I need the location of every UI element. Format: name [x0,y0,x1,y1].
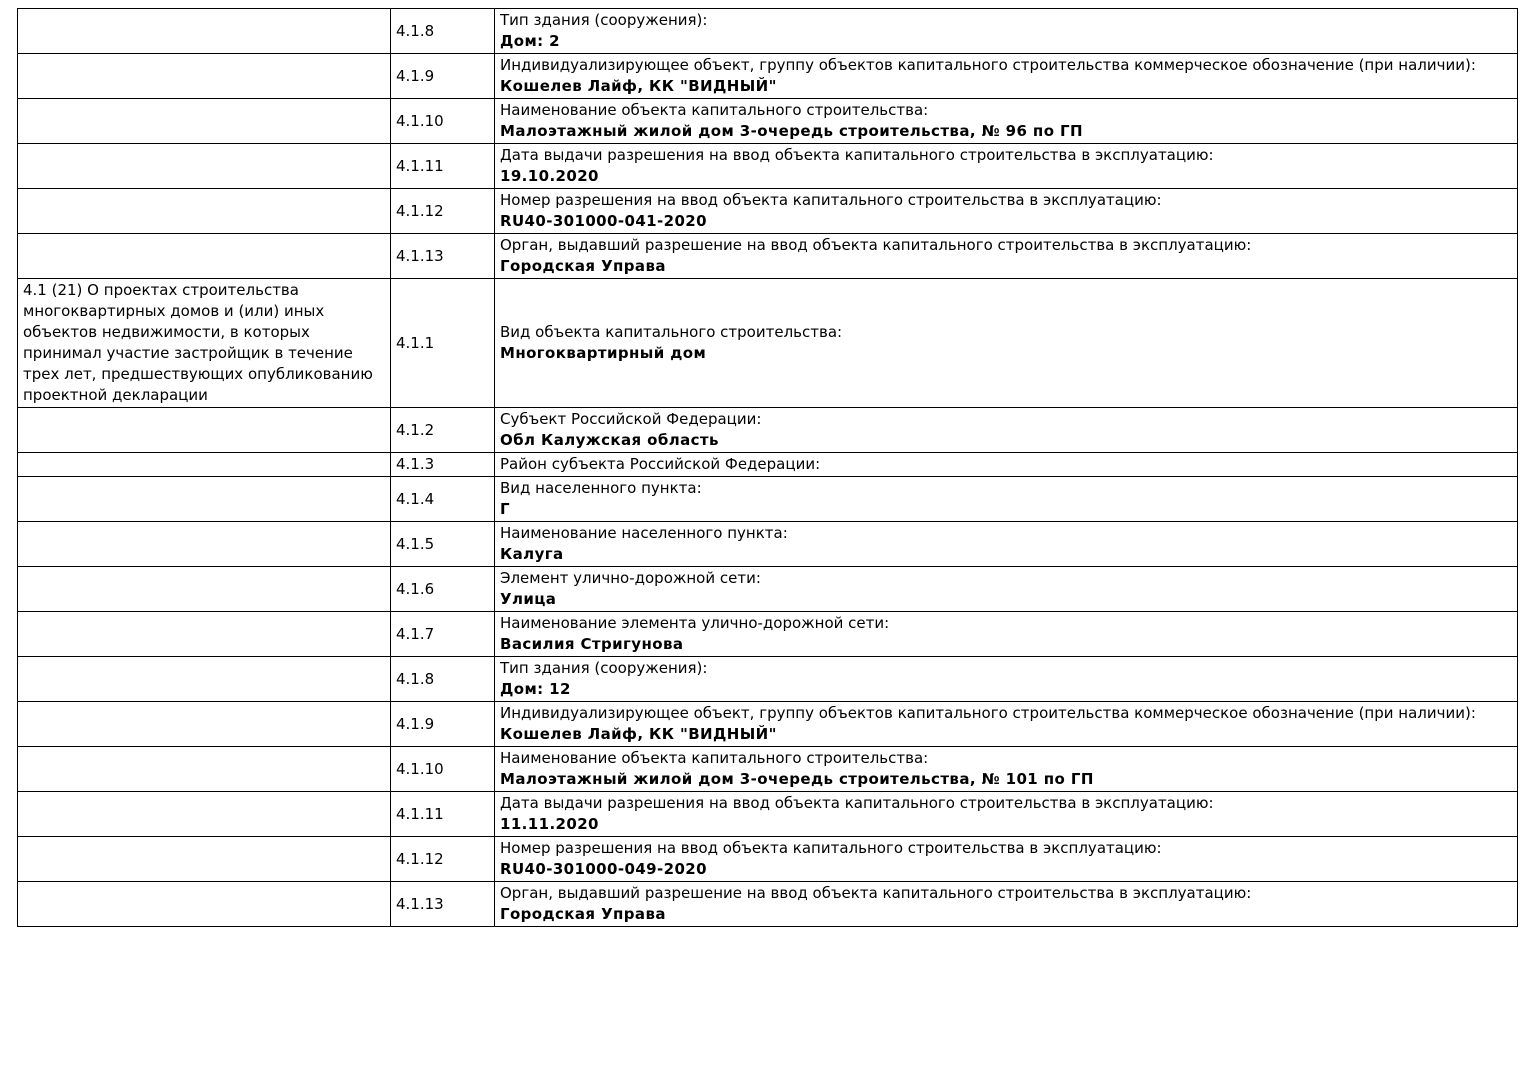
row-value: Многоквартирный дом [500,344,707,362]
row-code: 4.1.10 [396,111,444,130]
row-code: 4.1.7 [396,624,435,643]
row-code-cell [391,54,495,99]
row-code: 4.1.13 [396,894,444,913]
row-label: Субъект Российской Федерации: [500,410,762,428]
row-label: Вид населенного пункта: [500,479,702,497]
row-code-cell [391,279,495,408]
row-content-cell [495,567,1518,612]
row-code-cell [391,189,495,234]
row-code-cell [391,657,495,702]
row-label: Индивидуализирующее объект, группу объектов капитального строительства коммерческое обозначение (при наличии): [500,56,1476,74]
section-cell [18,9,391,54]
row-code-cell [391,792,495,837]
row-value: Улица [500,590,557,608]
row-value: 19.10.2020 [500,167,599,185]
section-cell [18,477,391,522]
table-row [18,477,1518,522]
row-label: Вид объекта капитального строительства: [500,323,843,341]
row-label: Район субъекта Российской Федерации: [500,455,821,473]
table-row [18,522,1518,567]
table-row [18,612,1518,657]
table-row [18,144,1518,189]
row-content-cell [495,99,1518,144]
row-code-cell [391,477,495,522]
row-code: 4.1.4 [396,489,435,508]
row-code: 4.1.11 [396,804,444,823]
row-content-cell [495,747,1518,792]
row-code: 4.1.5 [396,534,435,553]
row-label: Номер разрешения на ввод объекта капитального строительства в эксплуатацию: [500,839,1162,857]
row-label: Дата выдачи разрешения на ввод объекта капитального строительства в эксплуатацию: [500,794,1214,812]
row-code-cell [391,234,495,279]
row-value: Городская Управа [500,905,666,923]
row-content-cell [495,657,1518,702]
declaration-table-body [18,9,1518,927]
section-cell [18,792,391,837]
row-content-cell [495,234,1518,279]
table-row [18,99,1518,144]
row-code: 4.1.13 [396,246,444,265]
row-content-cell [495,522,1518,567]
section-cell [18,408,391,453]
row-content-cell [495,453,1518,477]
row-code-cell [391,567,495,612]
row-label: Индивидуализирующее объект, группу объектов капитального строительства коммерческое обозначение (при наличии): [500,704,1476,722]
section-cell [18,522,391,567]
row-code: 4.1.9 [396,714,435,733]
row-code: 4.1.8 [396,21,435,40]
row-content-cell [495,279,1518,408]
row-code: 4.1.3 [396,455,435,473]
row-value: Василия Стригунова [500,635,684,653]
row-value: Обл Калужская область [500,431,719,449]
row-code-cell [391,702,495,747]
row-label: Орган, выдавший разрешение на ввод объекта капитального строительства в эксплуатацию: [500,236,1252,254]
row-value: Городская Управа [500,257,666,275]
table-row [18,567,1518,612]
row-code: 4.1.1 [396,333,435,352]
row-code-cell [391,9,495,54]
table-row [18,837,1518,882]
row-value: Кошелев Лайф, КК "ВИДНЫЙ" [500,77,777,95]
row-code: 4.1.10 [396,759,444,778]
row-code-cell [391,882,495,927]
table-row [18,747,1518,792]
row-label: Наименование элемента улично-дорожной сети: [500,614,890,632]
section-cell [18,144,391,189]
section-cell [18,234,391,279]
table-row [18,453,1518,477]
row-label: Наименование населенного пункта: [500,524,788,542]
table-row [18,792,1518,837]
row-label: Наименование объекта капитального строительства: [500,749,929,767]
section-cell [18,657,391,702]
row-code-cell [391,522,495,567]
row-label: Тип здания (сооружения): [500,11,708,29]
row-content-cell [495,144,1518,189]
row-value: RU40-301000-041-2020 [500,212,707,230]
row-content-cell [495,9,1518,54]
row-value: Г [500,500,510,518]
table-row [18,189,1518,234]
row-content-cell [495,54,1518,99]
row-value: Калуга [500,545,564,563]
row-code-cell [391,747,495,792]
row-code: 4.1.2 [396,420,435,439]
row-code: 4.1.11 [396,156,444,175]
row-content-cell [495,702,1518,747]
section-cell [18,567,391,612]
row-code-cell [391,408,495,453]
row-label: Номер разрешения на ввод объекта капитального строительства в эксплуатацию: [500,191,1162,209]
row-value: Дом: 12 [500,680,571,698]
row-code-cell [391,99,495,144]
section-cell [18,612,391,657]
row-value: Дом: 2 [500,32,560,50]
row-label: Дата выдачи разрешения на ввод объекта капитального строительства в эксплуатацию: [500,146,1214,164]
section-cell [18,747,391,792]
row-content-cell [495,612,1518,657]
row-content-cell [495,882,1518,927]
table-row [18,702,1518,747]
table-row [18,408,1518,453]
row-content-cell [495,189,1518,234]
table-row [18,234,1518,279]
section-cell [18,702,391,747]
row-value: Малоэтажный жилой дом 3-очередь строительства, № 96 по ГП [500,122,1083,140]
declaration-table [17,8,1518,927]
table-row [18,9,1518,54]
section-cell [18,882,391,927]
row-label: Наименование объекта капитального строительства: [500,101,929,119]
section-cell [18,837,391,882]
row-code: 4.1.9 [396,66,435,85]
section-cell [18,99,391,144]
section-cell [18,54,391,99]
row-value: Малоэтажный жилой дом 3-очередь строительства, № 101 по ГП [500,770,1094,788]
row-code-cell [391,453,495,477]
row-code-cell [391,837,495,882]
row-code-cell [391,612,495,657]
row-code: 4.1.8 [396,669,435,688]
row-label: Элемент улично-дорожной сети: [500,569,761,587]
row-label: Тип здания (сооружения): [500,659,708,677]
row-content-cell [495,477,1518,522]
table-row [18,279,1518,408]
table-row [18,657,1518,702]
table-row [18,54,1518,99]
table-row [18,882,1518,927]
section-cell [18,279,391,408]
row-code-cell [391,144,495,189]
row-code: 4.1.6 [396,579,435,598]
row-value: 11.11.2020 [500,815,599,833]
row-content-cell [495,408,1518,453]
section-cell [18,453,391,477]
section-title: 4.1 (21) О проектах строительства многоквартирных домов и (или) иных объектов недвижимости, в которых принимал участие застройщик в течение трех лет, предшествующих опубликованию проектной декларации [23,281,373,404]
section-cell [18,189,391,234]
row-value: RU40-301000-049-2020 [500,860,707,878]
row-content-cell [495,837,1518,882]
row-content-cell [495,792,1518,837]
row-code: 4.1.12 [396,849,444,868]
row-code: 4.1.12 [396,201,444,220]
row-value: Кошелев Лайф, КК "ВИДНЫЙ" [500,725,777,743]
row-label: Орган, выдавший разрешение на ввод объекта капитального строительства в эксплуатацию: [500,884,1252,902]
